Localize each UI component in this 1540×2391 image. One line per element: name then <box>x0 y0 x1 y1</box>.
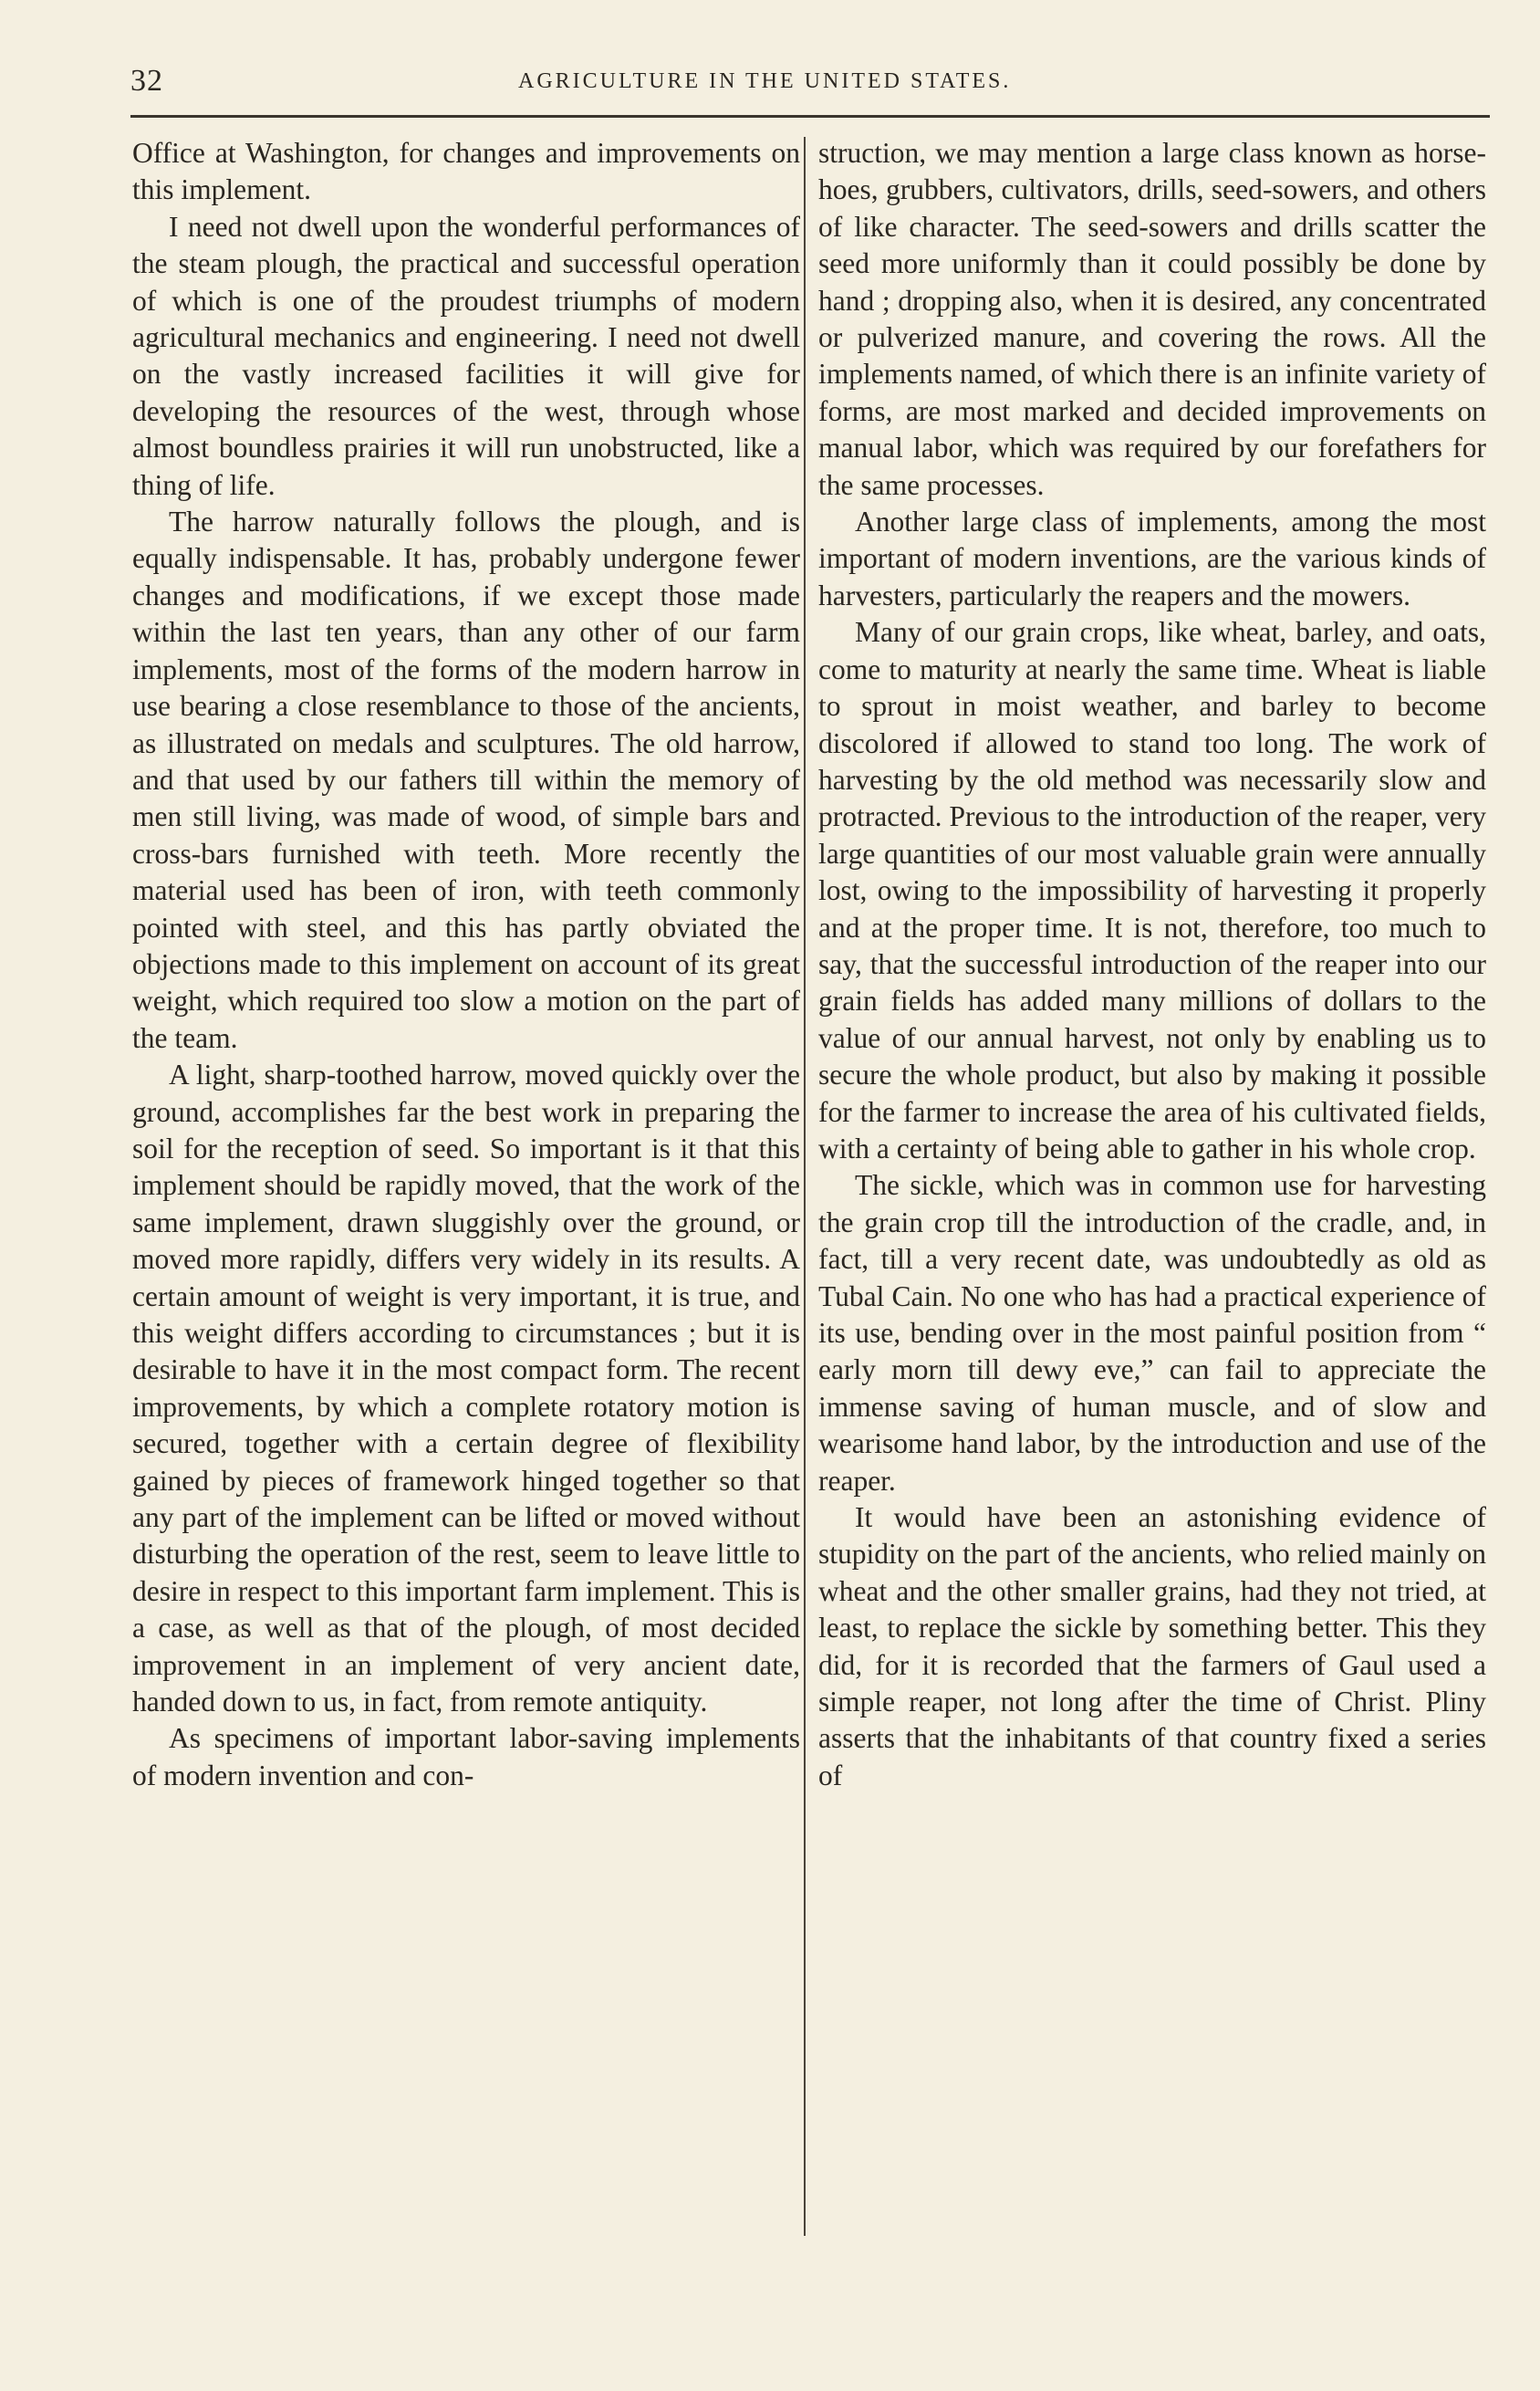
paragraph: Many of our grain crops, like wheat, barley, and oats, come to maturity at nearly the same time. Wheat is liable to sprout in moist weather, and barley to become discolored if allowed to stand too long. The work of harvesting by the old method was necessarily slow and protracted. Previous to the introduction of the reaper, very large quantities of our most valuable grain were annually lost, owing to the impossibility of harvesting it properly and at the proper time. It is not, therefore, too much to say, that the successful introduction of the reaper into our grain fields has added many millions of dollars to the value of our annual harvest, not only by enabling us to secure the whole product, but also by making it possible for the farmer to increase the area of his cultivated fields, with a certainty of being able to gather in his whole crop. <box>818 616 1486 1164</box>
page-header <box>130 64 1490 108</box>
paragraph: The sickle, which was in common use for harvesting the grain crop till the introduction of the cradle, and, in fact, till a very recent date, was undoubtedly as old as Tubal Cain. No one who has had a practical experience of its use, bending over in the most painful position from “ early morn till dewy eve,” can fail to appreciate the immense saving of human muscle, and of slow and wearisome hand labor, by the introduction and use of the reaper. <box>818 1169 1486 1497</box>
paragraph: As specimens of important labor-saving implements of modern invention and con- <box>132 1722 800 1791</box>
paragraph: It would have been an astonishing evidence of stupidity on the part of the ancients, who relied mainly on wheat and the other smaller grains, had they not tried, at least, to replace the sickle by something better. This they did, for it is recorded that the farmers of Gaul used a simple reaper, not long after the time of Christ. Pliny asserts that the inhabitants of that country fixed a series of <box>818 1501 1486 1791</box>
right-column <box>818 135 1486 1794</box>
header-rule <box>130 115 1490 118</box>
paragraph: I need not dwell upon the wonderful performances of the steam plough, the practical and successful operation of which is one of the proudest triumphs of modern agricultural mechanics and engineering. I need not dwell on the vastly increased facilities it will give for developing the resources of the west, through whose almost boundless prairies it will run unobstructed, like a thing of life. <box>132 210 800 501</box>
paragraph: The harrow naturally follows the plough, and is equally indispensable. It has, probably undergone fewer changes and modifications, if we except those made within the last ten years, than any other of our farm implements, most of the forms of the modern harrow in use bearing a close resemblance to those of the ancients, as illustrated on medals and sculptures. The old harrow, and that used by our fathers till within the memory of men still living, was made of wood, of simple bars and cross-bars furnished with teeth. More recently the material used has been of iron, with teeth commonly pointed with steel, and this has partly obviated the objections made to this implement on account of its great weight, which required too slow a motion on the part of the team. <box>132 506 800 1054</box>
paragraph: Another large class of implements, among the most important of modern inventions, are the various kinds of harvesters, particularly the reapers and the mowers. <box>818 506 1486 611</box>
column-divider <box>804 137 806 2236</box>
paragraph: A light, sharp-toothed harrow, moved quickly over the ground, accomplishes far the best work in preparing the soil for the reception of seed. So important is it that this implement should be rapidly moved, that the work of the same implement, drawn sluggishly over the ground, or moved more rapidly, differs very widely in its results. A certain amount of weight is very important, it is true, and this weight differs according to circumstances ; but it is desirable to have it in the most compact form. The recent improvements, by which a complete rotatory motion is secured, together with a certain degree of flexibility gained by pieces of framework hinged together so that any part of the implement can be lifted or moved without disturbing the operation of the rest, seem to leave little to desire in respect to this important farm implement. This is a case, as well as that of the plough, of most decided improvement in an implement of very ancient date, handed down to us, in fact, from remote antiquity. <box>132 1059 800 1718</box>
paragraph: struction, we may mention a large class known as horse-hoes, grubbers, cultivators, drills, seed-sowers, and others of like character. The seed-sowers and drills scatter the seed more uniformly than it could possibly be done by hand ; dropping also, when it is desired, any concentrated or pulverized manure, and covering the rows. All the implements named, of which there is an infinite variety of forms, are most marked and decided improvements on manual labor, which was required by our forefathers for the same processes. <box>818 137 1486 501</box>
running-head: AGRICULTURE IN THE UNITED STATES. <box>518 69 1012 93</box>
page-number: 32 <box>130 64 163 98</box>
left-column <box>132 135 800 1794</box>
paragraph: Office at Washington, for changes and improvements on this implement. <box>132 137 800 206</box>
